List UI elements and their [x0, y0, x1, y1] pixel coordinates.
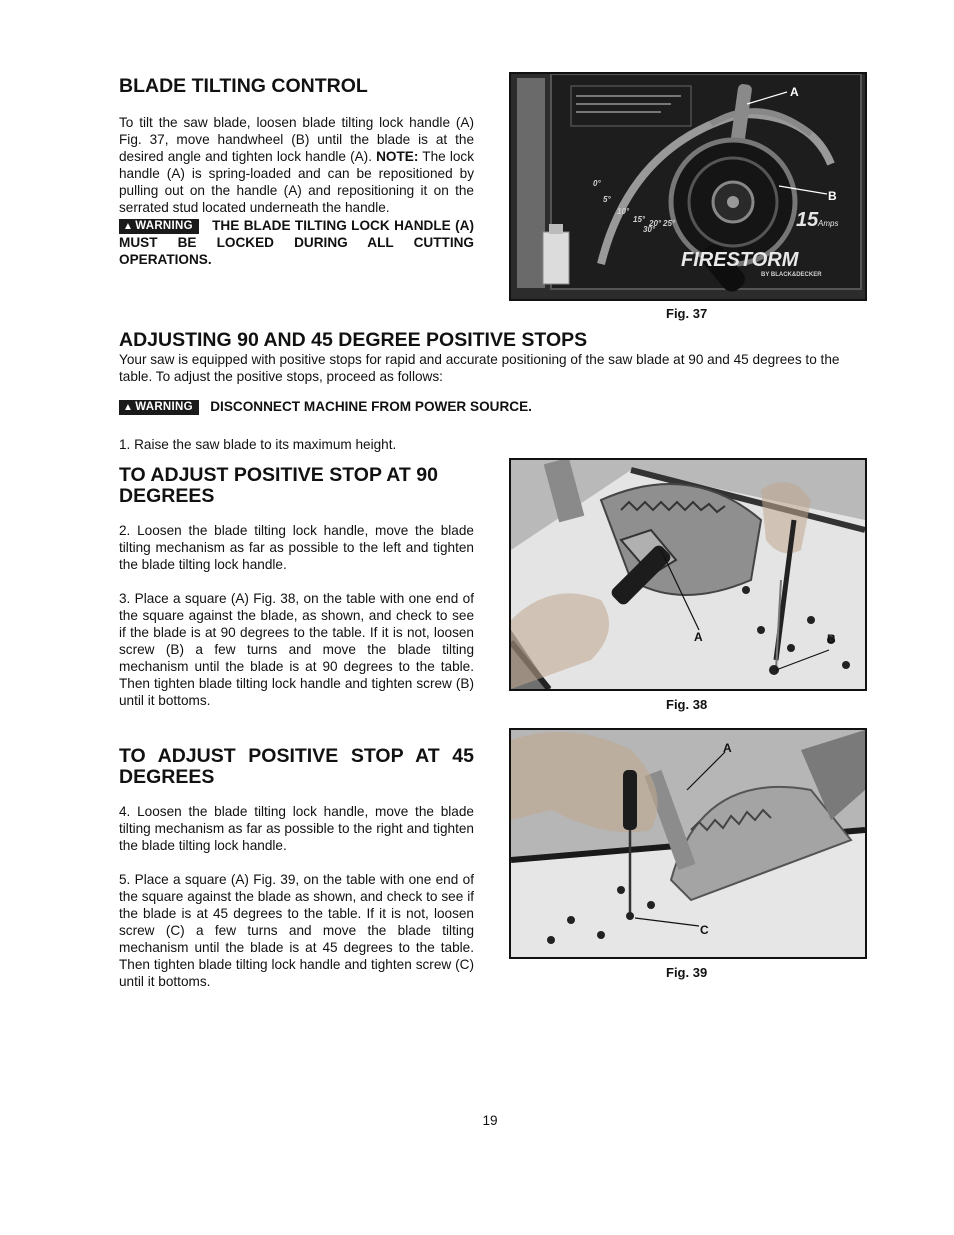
fig37-callout-b: B — [828, 189, 837, 203]
scale-mark: 10° — [617, 207, 630, 216]
scale-mark: 30° — [643, 225, 656, 234]
warning-badge — [119, 400, 199, 415]
fig39-callout-a: A — [723, 741, 732, 755]
fig39-illustration — [511, 730, 865, 957]
fig37-caption: Fig. 37 — [666, 306, 708, 321]
fig38-callout-b: B — [827, 632, 836, 646]
amps-value: 15 — [796, 209, 819, 231]
stop-45-title: TO ADJUST POSITIVE STOP AT 45 DEGREES — [119, 745, 474, 788]
scale-mark: 15° — [633, 215, 646, 224]
blade-tilting-paragraph — [119, 114, 474, 216]
positive-stops-title: ADJUSTING 90 AND 45 DEGREE POSITIVE STOPS — [119, 329, 588, 351]
blade-tilting-body — [119, 114, 474, 268]
brand-sub: BY BLACK&DECKER — [761, 272, 822, 278]
body-b: The lock handle (A) is spring-loaded and can be repositioned by pulling out on the handle (A) and repositioning it on the serrated stud located underneath the handle. — [119, 149, 475, 215]
positive-stops-body: Your saw is equipped with positive stops for rapid and accurate positioning of the saw blade at 90 and 45 degrees to the table. To adjust the positive stops, proceed as follows: — [119, 352, 840, 384]
fig38-image — [509, 458, 867, 691]
warning-triangle-icon: ▲ — [123, 402, 134, 413]
warning-badge-label: WARNING — [135, 220, 193, 232]
fig38-callout-a: A — [694, 630, 703, 644]
amps-unit: Amps — [818, 219, 839, 228]
step-3: 3. Place a square (A) Fig. 38, on the table with one end of the square against the blade, as shown, and check to see if the blade is at 90 degrees to the table. If it is not, loosen screw (B) a few turns and move the blade tilting mechanism until the blade is at 90 degrees to the table. Then tighten blade tilting lock handle and tighten screw (B) until it bottoms. — [119, 591, 474, 708]
fig39-image — [509, 728, 867, 959]
scale-mark: 5° — [603, 195, 611, 204]
scale-mark: 20° — [649, 219, 662, 228]
fig37-illustration — [511, 74, 865, 299]
stop-45-title-line1 — [119, 746, 474, 788]
warning-triangle-icon: ▲ — [123, 221, 134, 232]
body-a: To tilt the saw blade, loosen blade tilting lock handle (A) Fig. 37, move handwheel (B) until the blade is at the desired angle and tighten lock handle (A). — [119, 115, 474, 164]
blade-tilting-warning — [119, 217, 474, 268]
fig37-image — [509, 72, 867, 301]
disconnect-warning-text: DISCONNECT MACHINE FROM POWER SOURCE. — [210, 399, 532, 414]
step-4: 4. Loosen the blade tilting lock handle, move the blade tilting mechanism as far as possible to the right and tighten the blade tilting lock handle. — [119, 804, 474, 853]
stop-90-title: TO ADJUST POSITIVE STOP AT 90 DEGREES — [119, 464, 438, 507]
step-1: 1. Raise the saw blade to its maximum height. — [119, 437, 397, 452]
fig37-callout-a: A — [790, 85, 799, 99]
step-5: 5. Place a square (A) Fig. 39, on the table with one end of the square against the blade as shown, and check to see if the blade is at 45 degrees to the table. If it is not, loosen screw (C) a few turns and move the blade tilting mechanism until the blade is at 45 degrees to the table. Then tighten blade tilting lock handle and tighten screw (C) until it bottoms. — [119, 872, 474, 989]
fig39-caption: Fig. 39 — [666, 965, 708, 980]
scale-mark: 25° — [663, 219, 676, 228]
warning-badge — [119, 219, 199, 234]
warning-text: THE BLADE TILTING LOCK HANDLE (A) MUST BE LOCKED DURING ALL CUTTING OPERATIONS. — [119, 218, 474, 267]
warning-badge-label: WARNING — [135, 401, 193, 413]
fig38-illustration — [511, 460, 865, 689]
brand-name: FIRESTORM — [681, 249, 799, 271]
note-label: NOTE: — [376, 149, 419, 164]
blade-tilting-title: BLADE TILTING CONTROL — [119, 75, 368, 97]
scale-mark: 0° — [593, 179, 601, 188]
disconnect-warning — [119, 399, 865, 415]
fig39-callout-c: C — [700, 923, 709, 937]
step-2: 2. Loosen the blade tilting lock handle, move the blade tilting mechanism as far as possible to the left and tighten the blade tilting lock handle. — [119, 523, 474, 572]
fig38-caption: Fig. 38 — [666, 697, 708, 712]
page-number: 19 — [482, 1113, 498, 1128]
